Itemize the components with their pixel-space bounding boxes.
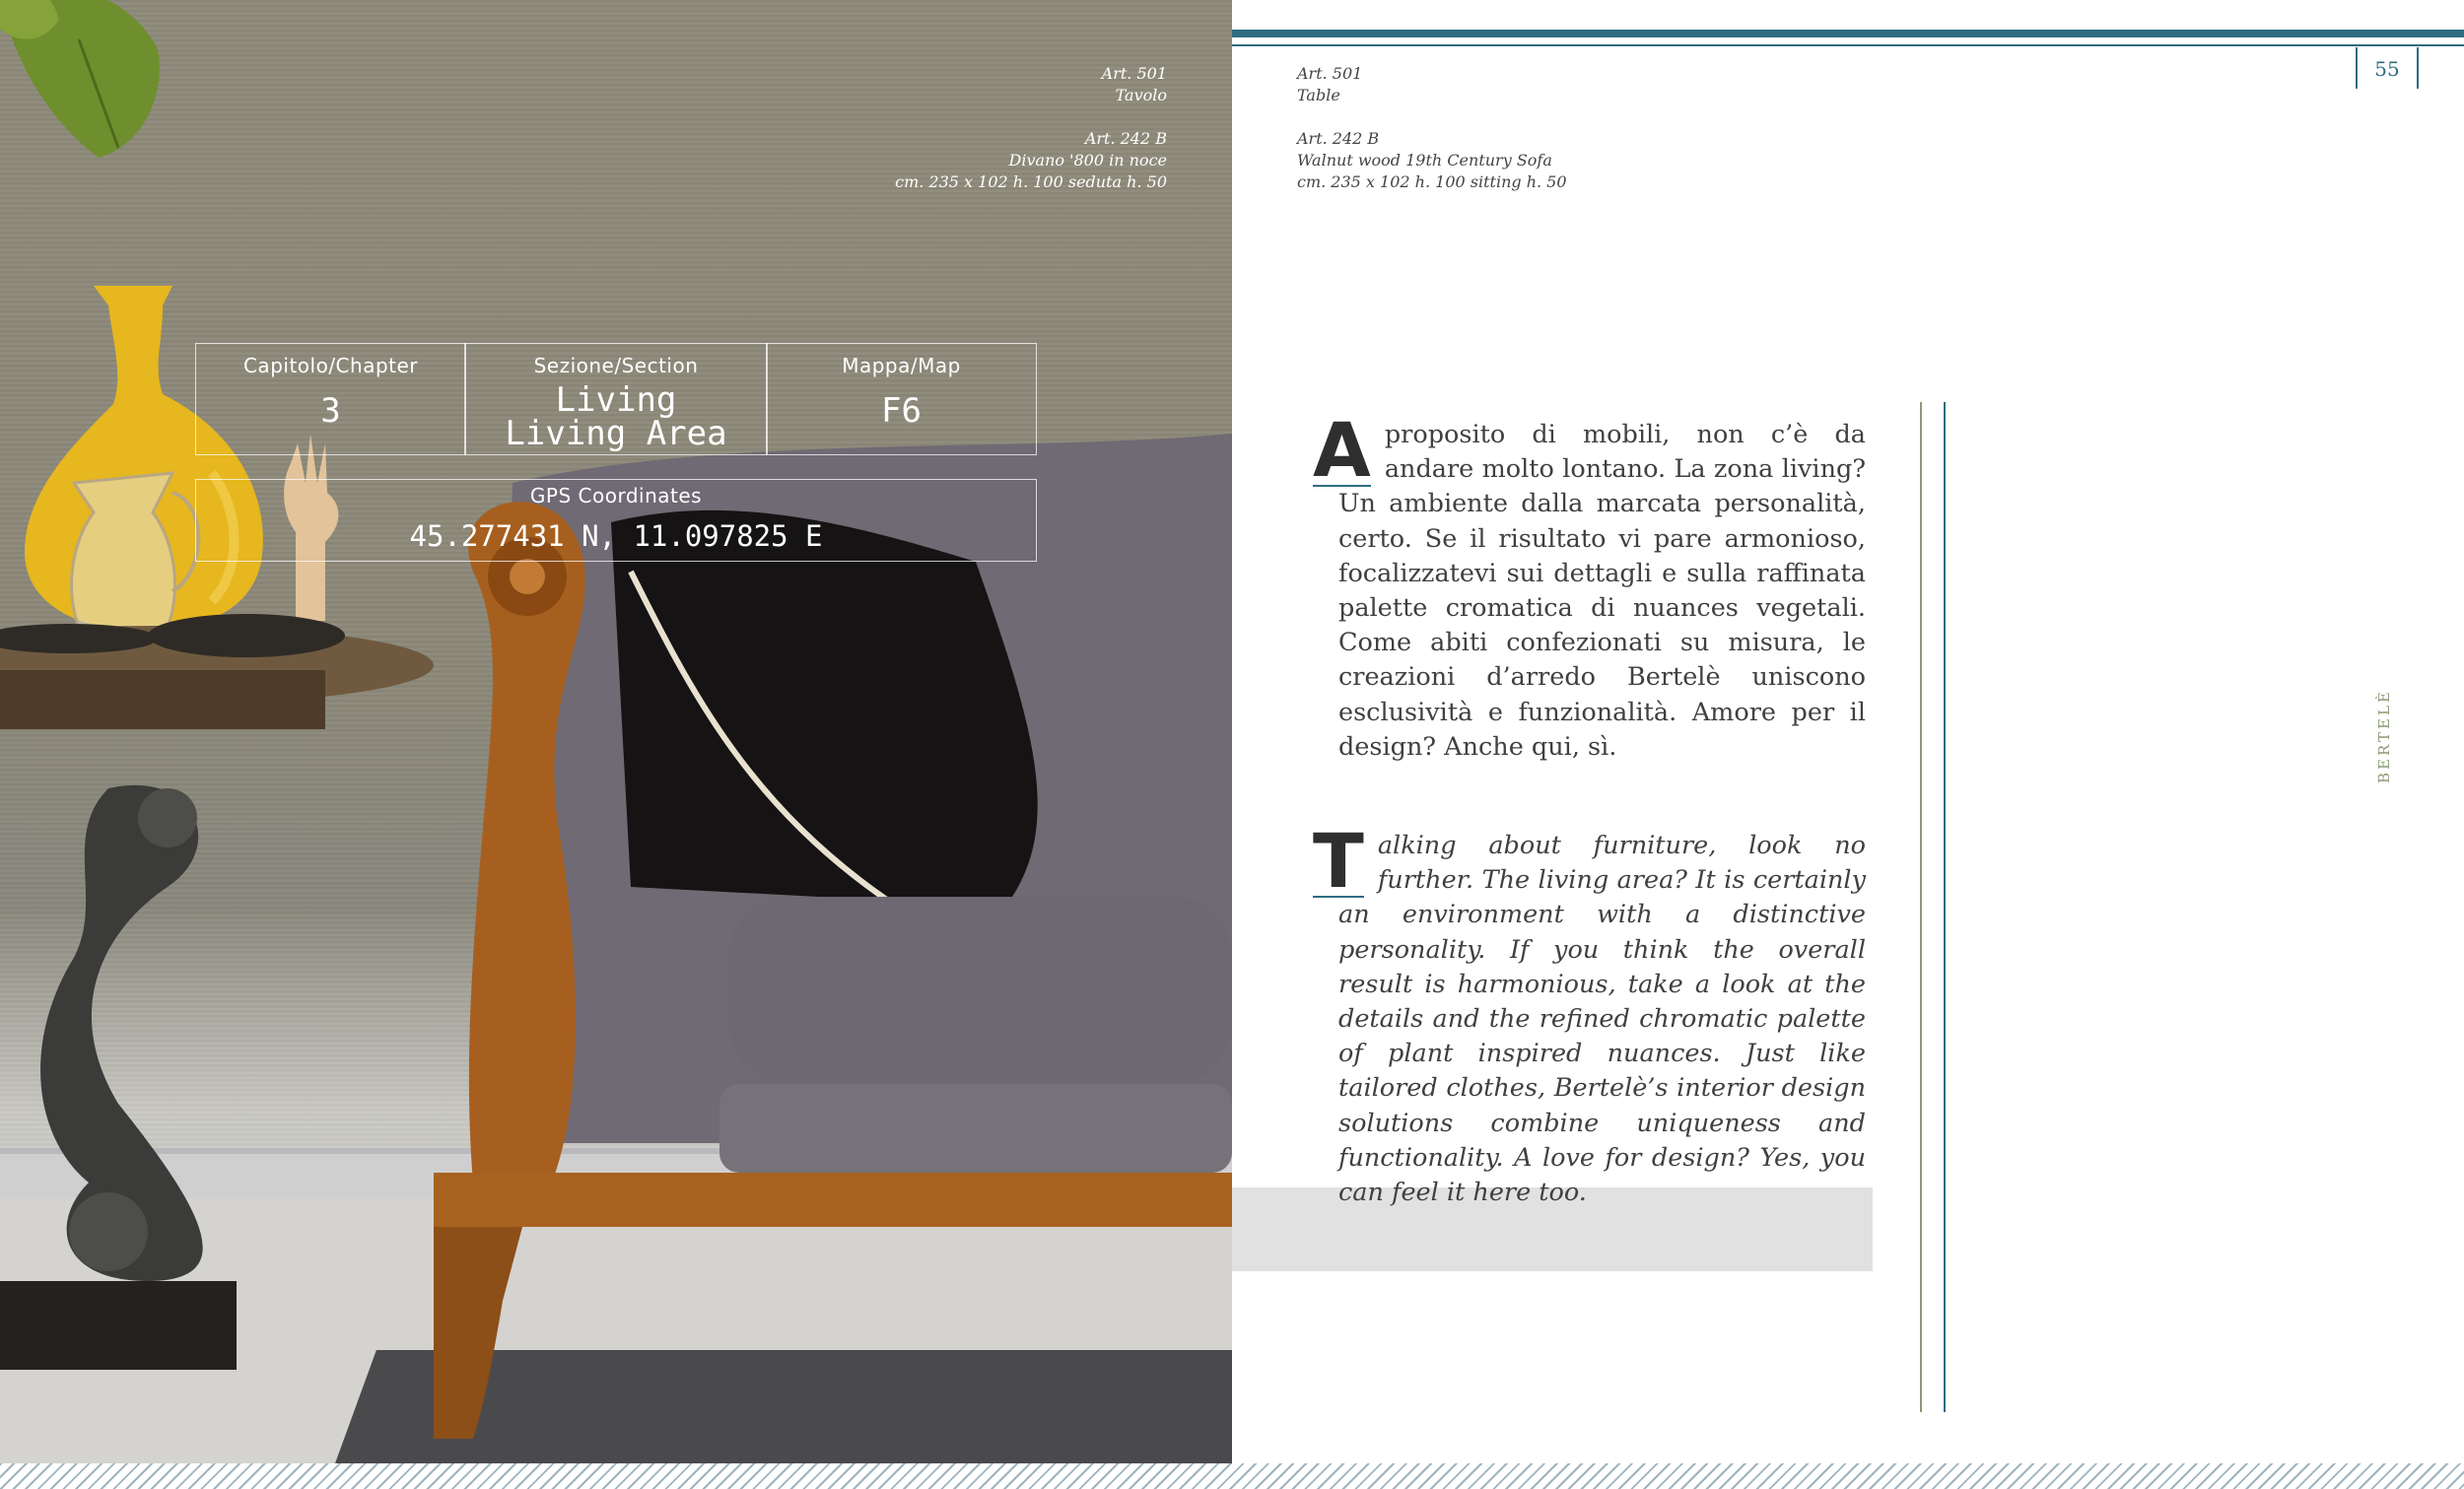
gps-value: 45.277431 N, 11.097825 E [409,519,823,553]
caption-code: Art. 242 B [1297,129,1380,148]
caption-code: Art. 501 [1101,64,1167,83]
map-value: F6 [881,391,922,431]
map-label: Mappa/Map [842,354,961,377]
map-cell [766,343,1037,455]
caption-code: Art. 501 [1297,64,1363,83]
chapter-label: Capitolo/Chapter [242,354,419,377]
chapter-value: 3 [320,391,341,431]
english-text: alking about furniture, look no further. The living area? It is certainly an environment with a distinctive personality. If you think the overall result is harmonious, take a look at the details and the refined chromatic palette of plant inspired nuances. Just like tailored clothes, Bertelè’s interior design solutions combine uniqueness and functionality. A love for design? Yes, you can feel it here too. [1338,831,1866,1208]
living-room-photo [0,0,1232,1463]
caption-dims: cm. 235 x 102 h. 100 seduta h. 50 [895,172,1167,191]
gps-label: GPS Coordinates [529,484,703,508]
drop-cap-a: A [1313,406,1371,494]
caption-art-501-en [1297,63,1362,106]
caption-art-242b-en [1297,128,1567,193]
caption-dims: cm. 235 x 102 h. 100 sitting h. 50 [1297,172,1567,191]
column-rule-teal [1944,402,1946,1412]
section-value-line2: Living Area [505,414,727,453]
english-paragraph [1313,817,1866,1210]
column-rule-green [1920,402,1922,1412]
caption-name: Tavolo [1115,86,1167,104]
plant-leaves [0,0,217,187]
gps-cell [195,479,1037,562]
caption-code: Art. 242 B [1084,129,1167,148]
header-rule-thick [1232,30,2464,37]
caption-name: Walnut wood 19th Century Sofa [1297,151,1552,169]
chapter-cell [195,343,466,455]
italian-text: proposito di mobili, non c’è da andare molto lontano. La zona living? Un ambiente dalla marcata personalità, certo. Se il risultato vi pare armonioso, focalizzatevi sui dettagli e sulla raffinata palette cromatica di nuances vegetali. Come abiti confezionati su misura, le creazioni d’arredo Bertelè uniscono esclusività e funzionalità. Amore per il design? Anche qui, sì. [1338,420,1866,762]
section-value-line1: Living [555,380,677,420]
bottom-hatch-border [0,1463,2464,1489]
caption-art-242b-it [808,128,1167,193]
section-cell [464,343,768,455]
italian-paragraph [1313,406,1866,765]
page-number-box [2356,47,2419,89]
caption-name: Divano '800 in noce [1008,151,1167,169]
caption-art-501-it [887,63,1167,106]
section-label: Sezione/Section [533,354,699,377]
drop-cap-t: T [1313,817,1364,905]
walnut-sofa [434,434,1232,1458]
header-rule-thin [1232,44,2464,46]
pedestal-table [0,591,434,1399]
page-number: 55 [2374,57,2400,81]
brand-name-vertical: BERTELÈ [2375,689,2393,783]
caption-name: Table [1297,86,1340,104]
